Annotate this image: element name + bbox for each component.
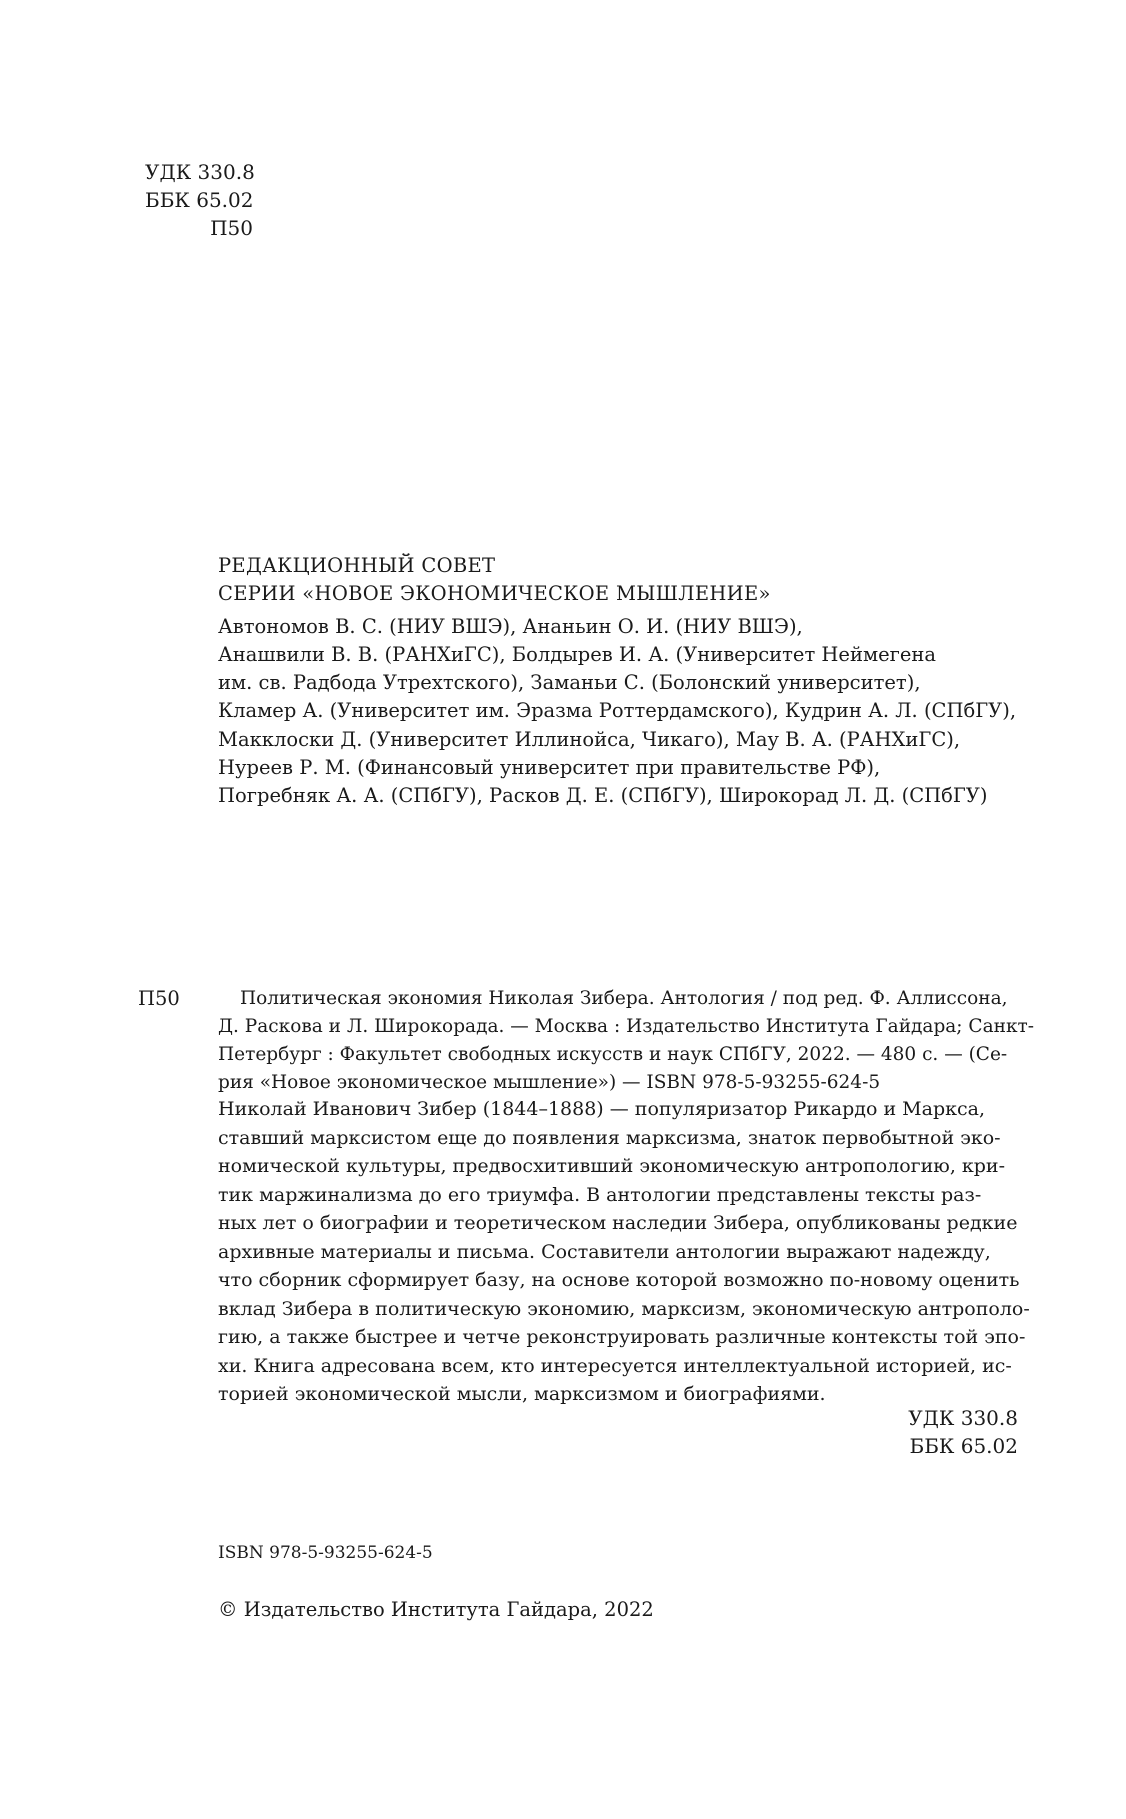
board-members-line: Анашвили В. В. (РАНХиГС), Болдырев И. А. (Университет Неймегена: [218, 642, 937, 666]
board-members-line: Макклоски Д. (Университет Иллинойса, Чикаго), Мау В. А. (РАНХиГС),: [218, 727, 961, 751]
board-members-line: им. св. Радбода Утрехтского), Заманьи С. (Болонский университет),: [218, 671, 921, 695]
udk-code-top: УДК 330.8: [145, 160, 255, 184]
editorial-board: [218, 552, 1018, 811]
board-members-line: Нуреев Р. М. (Финансовый университет при правительстве РФ),: [218, 756, 881, 780]
catalogue-line: Политическая экономия Николая Зибера. Антология / под ред. Ф. Аллиссона,: [240, 988, 1008, 1009]
author-mark-top: П50: [210, 216, 253, 240]
udk-code-bottom: УДК 330.8: [908, 1406, 1018, 1430]
catalogue-line: Петербург : Факультет свободных искусств и наук СПбГУ, 2022. — 480 с. — (Се-: [218, 1044, 1008, 1065]
annotation-line: вклад Зибера в политическую экономию, марксизм, экономическую антрополо-: [218, 1297, 1030, 1320]
board-members-line: Кламер А. (Университет им. Эразма Роттердамского), Кудрин А. Л. (СПбГУ),: [218, 699, 1017, 723]
annotation-line: ных лет о биографии и теоретическом наследии Зибера, опубликованы редкие: [218, 1212, 1018, 1234]
annotation: [218, 1095, 1030, 1409]
editorial-board-heading-1: РЕДАКЦИОННЫЙ СОВЕТ: [218, 554, 496, 577]
board-members-line: Автономов В. С. (НИУ ВШЭ), Ананьин О. И. (НИУ ВШЭ),: [218, 614, 803, 638]
annotation-line: номической культуры, предвосхитивший экономическую антропологию, кри-: [218, 1155, 1006, 1177]
annotation-line: тик маржинализма до его триумфа. В антологии представлены тексты раз-: [218, 1183, 982, 1206]
annotation-line: ставший марксистом еще до появления марксизма, знаток первобытной эко-: [218, 1126, 1001, 1149]
bbk-code-top: ББК 65.02: [145, 188, 254, 212]
editorial-board-heading-2: СЕРИИ «НОВОЕ ЭКОНОМИЧЕСКОЕ МЫШЛЕНИЕ»: [218, 582, 771, 606]
annotation-line: гию, а также быстрее и четче реконструировать различные контексты той эпо-: [218, 1326, 1026, 1348]
annotation-line: торией экономической мысли, марксизмом и биографиями.: [218, 1383, 826, 1405]
catalogue-line: рия «Новое экономическое мышление») — ISBN 978-5-93255-624-5: [218, 1072, 881, 1093]
catalogue-index: П50: [138, 987, 180, 1010]
catalogue-entry: [218, 985, 1034, 1097]
annotation-line: архивные материалы и письма. Составители антологии выражают надежду,: [218, 1240, 991, 1263]
annotation-line: что сборник сформирует базу, на основе которой возможно по-новому оценить: [218, 1269, 1020, 1291]
isbn: ISBN 978-5-93255-624-5: [218, 1543, 433, 1563]
bbk-code-bottom: ББК 65.02: [909, 1434, 1018, 1458]
catalogue-line: Д. Раскова и Л. Широкорада. — Москва : Издательство Института Гайдара; Санкт-: [218, 1016, 1034, 1037]
copyright: © Издательство Института Гайдара, 2022: [218, 1598, 654, 1621]
classification-top: [145, 158, 253, 242]
annotation-line: хи. Книга адресована всем, кто интересуется интеллектуальной историей, ис-: [218, 1354, 1012, 1377]
board-members-line: Погребняк А. А. (СПбГУ), Расков Д. Е. (СПбГУ), Широкорад Л. Д. (СПбГУ): [218, 784, 988, 808]
annotation-line: Николай Иванович Зибер (1844–1888) — популяризатор Рикардо и Маркса,: [218, 1098, 985, 1120]
classification-bottom: [880, 1404, 1018, 1460]
